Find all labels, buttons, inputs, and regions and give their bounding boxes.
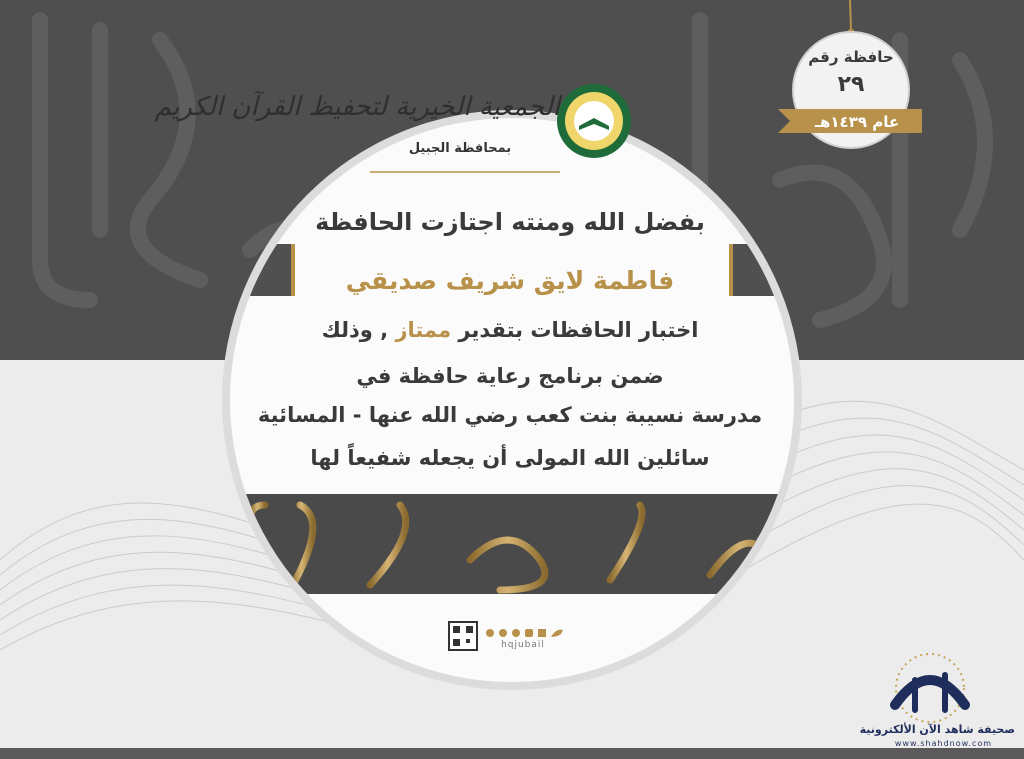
association-emblem [557,84,631,158]
certificate-line-1 [250,318,770,342]
certificate-headline: بفضل الله ومنته اجتازت الحافظة [315,208,705,236]
name-band-left-accent [291,244,295,296]
bottom-strip [0,748,1024,759]
snapchat-icon [486,629,494,637]
badge-year: عام ١٤٣٩هـ [814,113,900,131]
hanging-string-icon [850,0,851,30]
org-subtitle: بمحافظة الجبيل [408,141,512,156]
certificate-line-3: مدرسة نسيبة بنت كعب رضي الله عنها - المسائية [257,403,763,427]
telegram-icon [499,629,507,637]
source-name: صحيفة شاهد الآن الألكترونية [859,723,1015,736]
line-1-suffix: , وذلك [321,318,396,342]
source-url: www.shahdnow.com [894,739,993,748]
instagram-icon [525,629,533,637]
badge-number: ٢٩ [837,72,865,97]
certificate-card [230,118,794,682]
org-title: الجمعية الخيرية لتحفيظ القرآن الكريم [154,92,560,122]
certificate-line-4: سائلين الله المولى أن يجعله شفيعاً لها [310,446,710,470]
student-name: فاطمة لايق شريف صديقي [345,266,675,295]
social-handle: hqjubail [501,640,545,650]
facebook-icon [538,629,546,637]
certificate-line-2: ضمن برنامج رعاية حافظة في [356,364,664,388]
youtube-icon [512,629,520,637]
name-band-right-accent [729,244,733,296]
grade-value: ممتاز [395,318,452,342]
line-1-prefix: اختبار الحافظات بتقدير [451,318,699,342]
badge-number-label: حافظة رقم [808,48,894,66]
